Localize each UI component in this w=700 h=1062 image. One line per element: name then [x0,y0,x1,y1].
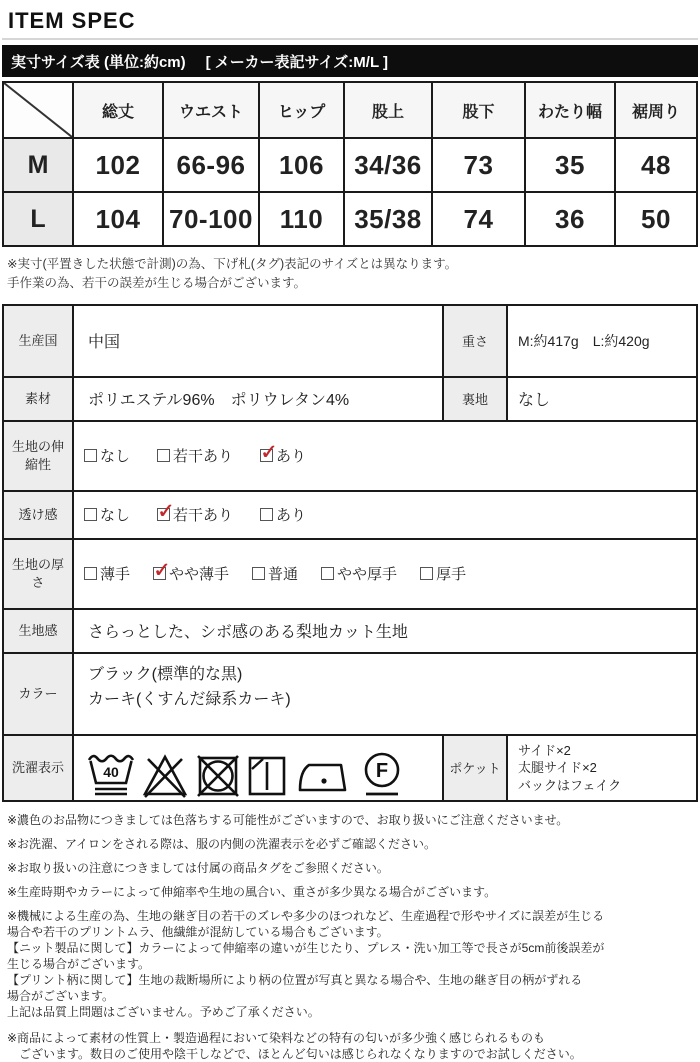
weight-label: 重さ [442,306,508,376]
size-cell: 34/36 [344,138,432,192]
size-section-bar [2,45,698,77]
checkbox-icon [157,449,170,462]
measurement-notes [7,256,698,292]
wash-label: 洗濯表示 [4,736,74,800]
spec-row-wash [4,734,696,800]
pocket-line: バックはフェイク [518,777,622,793]
pocket-value [508,736,696,800]
size-cell: 36 [525,192,615,246]
footer-note-line: 【プリント柄に関して】生地の裁断場所により柄の位置が写真と異なる場合や、生地の継ぎ目の柄がずれる [7,972,583,987]
option-label: やや薄手 [169,566,230,584]
color-label: カラー [4,654,74,734]
size-cell: 102 [73,138,163,192]
option-label: 厚手 [436,566,467,584]
pocket-line: サイド×2 [518,742,571,758]
thickness-label: 生地の厚さ [4,540,74,608]
size-col-header: 裾周り [615,82,697,138]
footer-note-line: 上記は品質上問題はございません。予めご了承ください。 [7,1004,320,1019]
checkbox-icon [84,567,97,580]
do-not-tumble-dry-icon [194,750,242,800]
checkbox-option [157,445,233,466]
size-cell: 48 [615,138,697,192]
dry-clean-letter: F [375,759,389,782]
checkbox-option [260,504,306,525]
pocket-label: ポケット [442,736,508,800]
footer-note-line: ※商品によって素材の性質上・製造過程において染料などの特有の匂いが多少強く感じられるものも [7,1030,546,1045]
size-header-row [3,82,697,138]
spec-row-sheer [4,490,696,538]
iron-low-icon [296,750,348,800]
size-col-header: ヒップ [259,82,344,138]
size-row-label: L [3,192,73,246]
spec-row-country [4,306,696,376]
size-cell: 106 [259,138,344,192]
wash-care-icons [74,736,442,800]
stretch-label: 生地の伸縮性 [4,422,74,490]
checkbox-icon [420,567,433,580]
option-label: なし [100,507,131,525]
option-label: 若干あり [173,448,234,466]
size-cell: 104 [73,192,163,246]
checkbox-icon [321,567,334,580]
size-table [2,81,698,247]
do-not-bleach-icon [139,750,191,800]
option-label: 若干あり [173,507,234,525]
size-table-title: 実寸サイズ表 (単位:約cm) [11,53,186,71]
thickness-options [74,540,696,608]
wash-temp: 40 [103,763,119,780]
checkbox-option [252,563,298,584]
footer-note-line: ございます。数日のご使用や陰干しなどで、ほとんど匂いは感じられなくなりますのでお試しください。 [7,1046,582,1061]
size-cell: 35/38 [344,192,432,246]
checkbox-icon [153,567,166,580]
material-label: 素材 [4,378,74,420]
footer-note-line: 場合がございます。 [7,988,115,1003]
size-col-header: 総丈 [73,82,163,138]
sheer-options [74,492,696,538]
option-label: なし [100,448,131,466]
checkbox-icon [260,508,273,521]
size-col-header: 股下 [432,82,525,138]
country-value: 中国 [88,334,121,352]
size-cell: 50 [615,192,697,246]
checkbox-option [157,504,233,525]
header-divider [2,38,698,40]
checkbox-option [84,445,130,466]
footer-note-line: ※機械による生産の為、生地の継ぎ目の若干のズレや多少のほつれなど、生産過程で形やサイズに誤差が生じる [7,908,605,923]
size-row-l [3,192,697,246]
lining-value: なし [518,392,551,410]
pocket-line: 太腿サイド×2 [518,760,597,776]
size-cell: 110 [259,192,344,246]
dry-clean-petroleum-gentle-icon [359,748,405,800]
color-line: ブラック(標準的な黒) [88,665,243,683]
option-label: やや厚手 [337,566,398,584]
color-line: カーキ(くすんだ緑系カーキ) [88,690,291,708]
spec-table [2,304,698,802]
footer-note-line: 場合や若干のプリントムラ、他繊維が混紡している場合もございます。 [7,924,389,939]
checkbox-option [84,563,130,584]
texture-label: 生地感 [4,610,74,652]
wash-40-gentle-icon [86,750,136,800]
material-value: ポリエステル96% ポリウレタン4% [88,392,350,410]
option-label: あり [276,448,307,466]
option-label: 薄手 [100,566,131,584]
size-col-header: わたり幅 [525,82,615,138]
size-col-header: 股上 [344,82,432,138]
stretch-options [74,422,696,490]
page-title: ITEM SPEC [8,8,136,33]
footer-note-line: 生じる場合がございます。 [7,956,151,971]
checkbox-option [84,504,130,525]
size-cell: 35 [525,138,615,192]
checkbox-icon [84,508,97,521]
checkbox-icon [260,449,273,462]
spec-row-texture [4,608,696,652]
footer-note-line: ※濃色のお品物につきましては色落ちする可能性がございますので、お取り扱いにご注意くださいませ。 [7,812,569,827]
checkbox-option [153,563,229,584]
checkbox-icon [84,449,97,462]
drip-dry-in-shade-icon [245,750,289,800]
footer-notes [7,812,698,1062]
checkbox-option [260,445,306,466]
lining-label: 裏地 [442,378,508,420]
spec-row-color [4,652,696,734]
size-cell: 74 [432,192,525,246]
size-row-label: M [3,138,73,192]
spec-row-material [4,376,696,420]
size-col-header: ウエスト [163,82,259,138]
footer-note-line: 【ニット製品に関して】カラーによって伸縮率の違いが生じたり、プレス・洗い加工等で長さが5cm前後誤差が [7,940,605,955]
spec-row-stretch [4,420,696,490]
texture-value: さらっとした、シボ感のある梨地カット生地 [88,624,408,642]
diagonal-line [4,83,72,137]
option-label: 普通 [268,566,299,584]
option-label: あり [276,507,307,525]
checkbox-option [321,563,397,584]
size-cell: 73 [432,138,525,192]
measurement-note-line: 手作業の為、若干の誤差が生じる場合がございます。 [7,275,307,290]
size-cell: 70-100 [163,192,259,246]
country-label: 生産国 [4,306,74,376]
size-row-m [3,138,697,192]
maker-size-note: [ メーカー表記サイズ:M/L ] [205,53,389,71]
measurement-note-line: ※実寸(平置きした状態で計測)の為、下げ札(タグ)表記のサイズとは異なります。 [7,257,458,271]
weight-value: M:約417g L:約420g [518,332,650,349]
checkbox-option [420,563,466,584]
size-table-corner [3,82,73,138]
color-value [74,654,696,734]
checkbox-icon [157,508,170,521]
checkbox-icon [252,567,265,580]
size-cell: 66-96 [163,138,259,192]
footer-note-line: ※生産時期やカラーによって伸縮率や生地の風合い、重さが多少異なる場合がございます。 [7,884,497,899]
sheer-label: 透け感 [4,492,74,538]
spec-row-thickness [4,538,696,608]
footer-note-line: ※お洗濯、アイロンをされる際は、服の内側の洗濯表示を必ずご確認ください。 [7,836,436,851]
footer-note-line: ※お取り扱いの注意につきましては付属の商品タグをご参照ください。 [7,860,389,875]
